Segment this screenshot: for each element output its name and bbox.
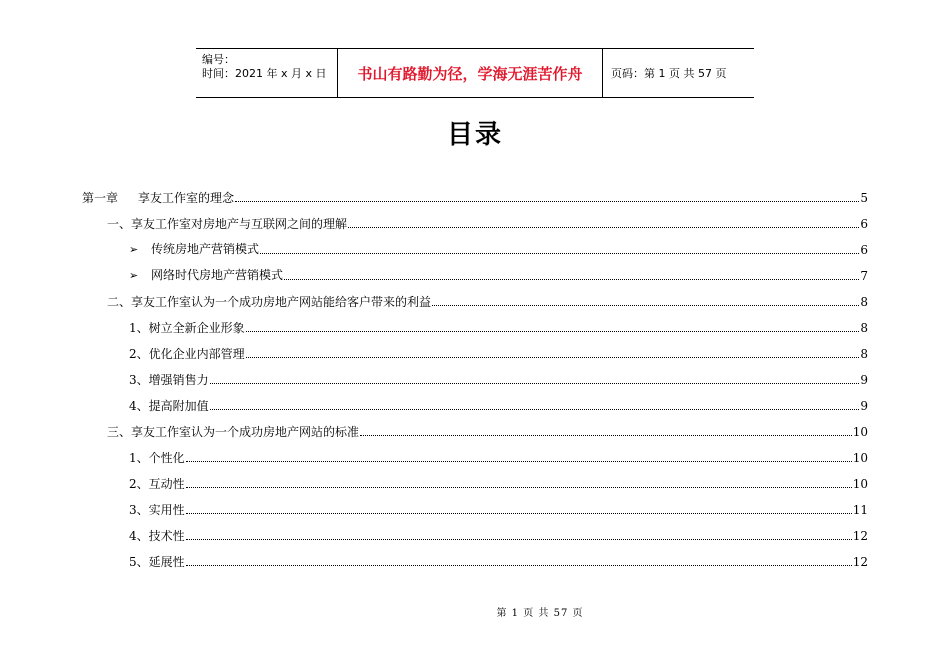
- toc-leader-dots: [348, 227, 859, 228]
- toc-entry-chapter-1[interactable]: [82, 188, 868, 206]
- toc-entry[interactable]: [107, 214, 868, 232]
- toc-page-number: 5: [860, 191, 868, 205]
- toc-entry[interactable]: [129, 552, 868, 570]
- header-motto: 书山有路勤为径，学海无涯苦作舟: [338, 49, 603, 97]
- toc-leader-dots: [246, 357, 860, 358]
- toc-entry[interactable]: [129, 526, 868, 544]
- toc-leader-dots: [260, 253, 859, 254]
- toc-leader-dots: [186, 513, 852, 514]
- toc-entry-label: 1、树立全新企业形象: [129, 321, 245, 335]
- header-page-number: 页码：第 1 页 共 57 页: [611, 67, 727, 80]
- toc-entry-label: 4、技术性: [129, 529, 185, 543]
- toc-leader-dots: [186, 487, 852, 488]
- toc-entry-label: [129, 267, 283, 284]
- page-footer: 第 1 页 共 57 页: [496, 608, 584, 619]
- toc-page-number: 9: [860, 373, 868, 387]
- toc-leader-dots: [284, 279, 859, 280]
- toc-entry-label: 5、延展性: [129, 555, 185, 569]
- toc-entry[interactable]: [129, 266, 868, 284]
- document-number-label: 编号：: [202, 53, 235, 66]
- page-header: [196, 48, 754, 98]
- toc-entry[interactable]: [129, 396, 868, 414]
- toc-chapter-title: 享友工作室的理念: [138, 191, 235, 205]
- toc-leader-dots: [210, 409, 860, 410]
- toc-entry-label: 2、优化企业内部管理: [129, 347, 245, 361]
- header-meta: [196, 49, 338, 97]
- toc-page-number: 7: [860, 269, 868, 283]
- toc-leader-dots: [360, 435, 852, 436]
- toc-entry-label: 2、互动性: [129, 477, 185, 491]
- toc-page-number: 10: [852, 425, 868, 439]
- toc-entry-text: 网络时代房地产营销模式: [151, 268, 284, 282]
- toc-entry-label: 三、享友工作室认为一个成功房地产网站的标准: [107, 425, 360, 439]
- toc-entry[interactable]: [129, 500, 868, 518]
- toc-leader-dots: [210, 383, 860, 384]
- toc-entry-label: [82, 190, 234, 206]
- toc-page-number: 10: [852, 477, 868, 491]
- toc-page-number: 6: [860, 243, 868, 257]
- toc-page-number: 8: [860, 295, 868, 309]
- toc-page-number: 6: [860, 217, 868, 231]
- toc-leader-dots: [186, 565, 852, 566]
- toc-leader-dots: [246, 331, 860, 332]
- toc-leader-dots: [186, 461, 852, 462]
- toc-entry[interactable]: [129, 370, 868, 388]
- toc-page-number: 11: [852, 503, 868, 517]
- toc-entry-label: 3、增强销售力: [129, 373, 209, 387]
- toc-page-number: 12: [852, 529, 868, 543]
- toc-entry[interactable]: [129, 448, 868, 466]
- toc-entry-label: [129, 241, 259, 258]
- toc-entry-label: 4、提高附加值: [129, 399, 209, 413]
- toc-entry-text: 传统房地产营销模式: [151, 242, 260, 256]
- arrow-bullet-icon: ➢: [129, 269, 139, 282]
- toc-entry[interactable]: [107, 292, 868, 310]
- toc-entry-label: 一、享友工作室对房地产与互联网之间的理解: [107, 217, 348, 231]
- toc-entry[interactable]: [107, 422, 868, 440]
- toc-leader-dots: [235, 201, 859, 202]
- toc-entry-label: 二、享友工作室认为一个成功房地产网站能给客户带来的利益: [107, 295, 432, 309]
- toc-leader-dots: [432, 305, 859, 306]
- toc-entry[interactable]: [129, 240, 868, 258]
- toc-leader-dots: [186, 539, 852, 540]
- toc-entry[interactable]: [129, 344, 868, 362]
- document-date-label: 时间：2021 年 x 月 x 日: [202, 67, 327, 80]
- toc-entry-label: 3、实用性: [129, 503, 185, 517]
- toc-page-number: 9: [860, 399, 868, 413]
- toc-page-number: 10: [852, 451, 868, 465]
- page-title: 目录: [446, 120, 503, 150]
- toc-page-number: 8: [860, 321, 868, 335]
- toc-entry-label: 1、个性化: [129, 451, 185, 465]
- arrow-bullet-icon: ➢: [129, 243, 139, 256]
- toc-page-number: 8: [860, 347, 868, 361]
- toc-page-number: 12: [852, 555, 868, 569]
- toc-entry[interactable]: [129, 318, 868, 336]
- toc-entry[interactable]: [129, 474, 868, 492]
- toc-chapter-number: 第一章: [82, 191, 119, 205]
